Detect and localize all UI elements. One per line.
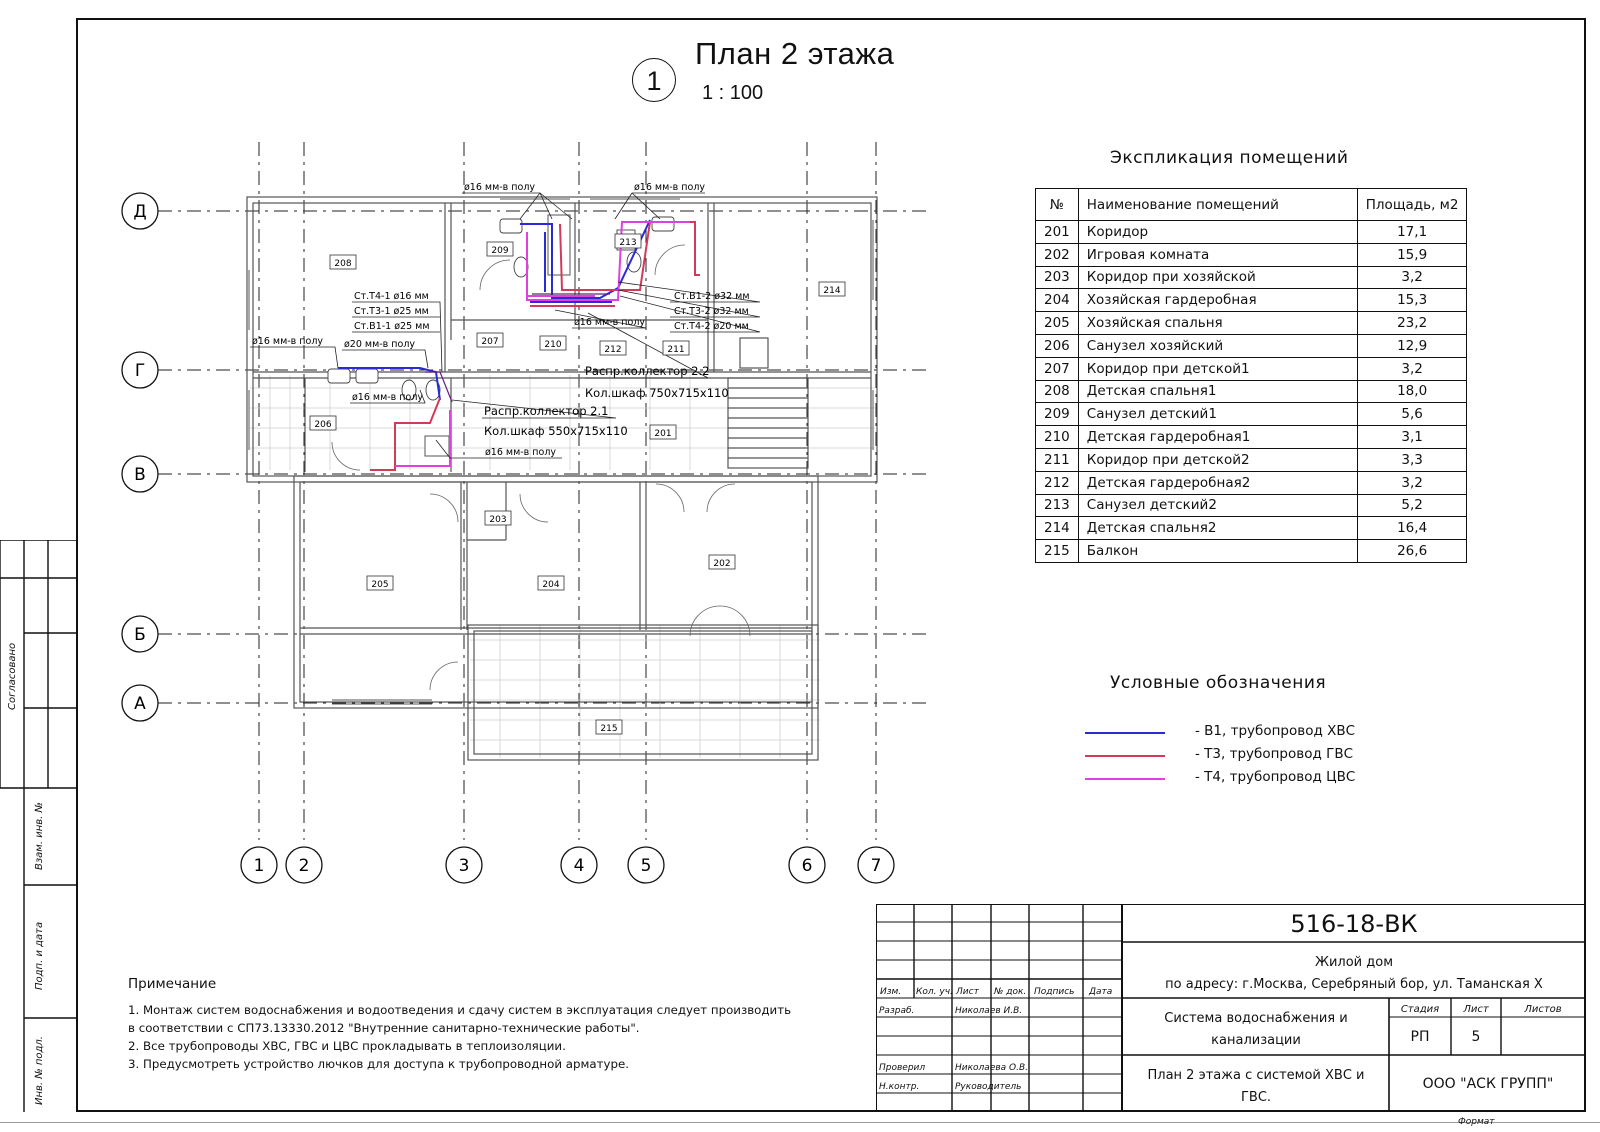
side-inv-orig: Инв. № подл. (34, 1036, 45, 1105)
explication-table (1035, 188, 1467, 563)
system-name-line2: канализации (1211, 1033, 1301, 1048)
role-norm-control: Н.контр. (879, 1082, 920, 1092)
pipe-annotation: Ст.Т4-2 ø20 мм (674, 321, 749, 332)
pipe-annotation: ø16 мм-в полу (352, 392, 424, 403)
room-tag: 204 (542, 580, 560, 590)
room-tag: 212 (604, 345, 622, 355)
explication-row (1036, 221, 1467, 244)
note-line: 1. Монтаж систем водоснабжения и водоотведения и сдачу систем в эксплуатация следует производить (128, 1003, 792, 1017)
axis-number-label: 7 (870, 856, 882, 876)
legend-label-hot: - Т3, трубопровод ГВС (1195, 746, 1354, 762)
legend-item-hot-water (1085, 746, 1385, 766)
room-area: 17,1 (1357, 221, 1467, 244)
name-norm-control: Руководитель (955, 1082, 1022, 1092)
pipe-annotation: ø16 мм-в полу (634, 182, 706, 193)
room-name: Коридор при детской2 (1078, 448, 1357, 471)
format-label: Формат (1458, 1117, 1495, 1127)
stage-value: РП (1410, 1029, 1430, 1045)
room-area: 12,9 (1357, 334, 1467, 357)
legend-item-circulation (1085, 769, 1385, 789)
explication-row (1036, 357, 1467, 380)
legend-item-cold-water (1085, 723, 1385, 743)
sheet-name-line2: ГВС. (1240, 1090, 1272, 1105)
room-area: 3,2 (1357, 357, 1467, 380)
room-area: 3,2 (1357, 266, 1467, 289)
role-developer: Разраб. (879, 1006, 915, 1016)
explication-row (1036, 448, 1467, 471)
axis-number-label: 1 (253, 856, 265, 876)
explication-row (1036, 494, 1467, 517)
room-tag: 203 (489, 515, 507, 525)
legend-line-cold (1085, 732, 1165, 734)
col-izm: Изм. (880, 987, 902, 997)
side-sign-date: Подп. и дата (34, 921, 45, 990)
object-name: Жилой дом (1314, 955, 1394, 970)
explication-row (1036, 380, 1467, 403)
sheets-header: Листов (1524, 1004, 1562, 1015)
axis-number-label: 6 (801, 856, 813, 876)
sheet-header: Лист (1463, 1004, 1489, 1015)
pipe-annotation: Ст.Т4-1 ø16 мм (354, 291, 429, 302)
room-tag: 205 (371, 580, 389, 590)
explication-body (1036, 221, 1467, 563)
room-tag: 214 (823, 286, 841, 296)
explication-row (1036, 540, 1467, 563)
room-area: 15,9 (1357, 243, 1467, 266)
room-area: 23,2 (1357, 312, 1467, 335)
axis-number-label: 3 (458, 856, 470, 876)
notes-title: Примечание (128, 976, 217, 992)
pipe-annotation: Ст.Т3-1 ø25 мм (354, 306, 429, 317)
view-scale: 1 : 100 (702, 82, 764, 104)
side-stamp (0, 540, 76, 1112)
axis-bubbles (122, 193, 894, 883)
col-doc: № док. (994, 987, 1027, 997)
pipe-annotation: ø20 мм-в полу (344, 339, 416, 350)
room-area: 5,2 (1357, 494, 1467, 517)
room-name: Детская спальня1 (1078, 380, 1357, 403)
room-name: Коридор при хозяйской (1078, 266, 1357, 289)
room-tag: 215 (600, 724, 618, 734)
room-tag: 206 (314, 420, 332, 430)
room-name: Детская спальня2 (1078, 517, 1357, 540)
explication-row (1036, 266, 1467, 289)
room-name: Хозяйская спальня (1078, 312, 1357, 335)
company-name: ООО "АСК ГРУПП" (1422, 1076, 1554, 1092)
explication-row (1036, 426, 1467, 449)
room-area: 18,0 (1357, 380, 1467, 403)
room-name: Игровая комната (1078, 243, 1357, 266)
col-signature: Подпись (1034, 987, 1075, 997)
axis-letter-label: А (134, 694, 146, 714)
col-date: Дата (1089, 987, 1113, 997)
pipe-annotation: Ст.В1-2 ø32 мм (674, 291, 750, 302)
explication-row (1036, 471, 1467, 494)
room-area: 3,1 (1357, 426, 1467, 449)
pipe-annotation: ø16 мм-в полу (485, 447, 557, 458)
col-list: Лист (956, 987, 979, 997)
room-number: 213 (1036, 494, 1079, 517)
view-title: План 2 этажа (695, 36, 895, 71)
room-name: Санузел хозяйский (1078, 334, 1357, 357)
project-code: 516-18-ВК (1290, 910, 1418, 938)
room-area: 3,2 (1357, 471, 1467, 494)
pipe-annotation: ø16 мм-в полу (252, 336, 324, 347)
room-number: 205 (1036, 312, 1079, 335)
header-room-name: Наименование помещений (1078, 189, 1357, 221)
room-tag: 207 (481, 337, 499, 347)
explication-title: Экспликация помещений (1110, 148, 1349, 168)
room-tag: 208 (334, 259, 352, 269)
pipe-annotation: Распр.коллектор 2.2 (585, 364, 710, 378)
header-area: Площадь, м2 (1357, 189, 1467, 221)
role-checker: Проверил (879, 1063, 926, 1073)
note-line: в соответствии с СП73.13330.2012 "Внутренние санитарно-технические работы". (128, 1021, 640, 1035)
room-area: 3,3 (1357, 448, 1467, 471)
header-number: № (1036, 189, 1079, 221)
room-name: Коридор при детской1 (1078, 357, 1357, 380)
legend-title: Условные обозначения (1110, 673, 1327, 693)
sheet-number: 5 (1471, 1029, 1481, 1045)
room-tag: 211 (667, 345, 685, 355)
room-number: 207 (1036, 357, 1079, 380)
room-tag: 201 (654, 429, 672, 439)
col-kol-uch: Кол. уч. (916, 987, 953, 997)
room-area: 26,6 (1357, 540, 1467, 563)
pipe-annotation: ø16 мм-в полу (574, 317, 646, 328)
pipe-annotation: Ст.В1-1 ø25 мм (354, 321, 430, 332)
axis-number-label: 4 (573, 856, 585, 876)
room-number: 214 (1036, 517, 1079, 540)
axis-number-label: 2 (298, 856, 310, 876)
room-area: 16,4 (1357, 517, 1467, 540)
name-developer: Николаев И.В. (955, 1006, 1023, 1016)
legend-label-cold: - В1, трубопровод ХВС (1195, 723, 1356, 739)
side-agreed: Согласовано (7, 642, 18, 710)
note-line: 2. Все трубопроводы ХВС, ГВС и ЦВС прокладывать в теплоизоляции. (128, 1039, 566, 1053)
room-number: 209 (1036, 403, 1079, 426)
room-number: 211 (1036, 448, 1079, 471)
legend-line-hot (1085, 755, 1165, 757)
room-name: Коридор (1078, 221, 1357, 244)
legend-line-circulation (1085, 778, 1165, 780)
room-area: 15,3 (1357, 289, 1467, 312)
floor-plan (0, 0, 1000, 900)
room-number: 208 (1036, 380, 1079, 403)
side-inv-sub: Взам. инв. № (34, 802, 45, 870)
axis-number-label: 5 (640, 856, 652, 876)
explication-header-row (1036, 189, 1467, 221)
explication-row (1036, 289, 1467, 312)
room-area: 5,6 (1357, 403, 1467, 426)
pipe-annotation: Распр.коллектор 2.1 (484, 404, 609, 418)
room-number: 212 (1036, 471, 1079, 494)
room-name: Санузел детский2 (1078, 494, 1357, 517)
room-tag: 210 (544, 340, 562, 350)
room-tag: 202 (713, 559, 731, 569)
room-number: 203 (1036, 266, 1079, 289)
room-tag: 213 (619, 238, 637, 248)
room-name: Детская гардеробная1 (1078, 426, 1357, 449)
room-number: 202 (1036, 243, 1079, 266)
explication-row (1036, 517, 1467, 540)
title-block (876, 904, 1586, 1112)
room-name: Санузел детский1 (1078, 403, 1357, 426)
legend-label-circulation: - Т4, трубопровод ЦВС (1195, 769, 1356, 785)
explication-row (1036, 312, 1467, 335)
system-name-line1: Система водоснабжения и (1164, 1011, 1348, 1026)
room-number: 204 (1036, 289, 1079, 312)
explication-row (1036, 243, 1467, 266)
pipe-annotation: Кол.шкаф 550х715х110 (484, 424, 628, 438)
room-name: Балкон (1078, 540, 1357, 563)
room-number: 215 (1036, 540, 1079, 563)
object-address: по адресу: г.Москва, Серебряный бор, ул. Таманская Х (1165, 977, 1543, 992)
axis-letter-label: В (134, 465, 146, 485)
sheet-name-line1: План 2 этажа с системой ХВС и (1147, 1068, 1365, 1083)
name-checker: Николаева О.В. (955, 1063, 1029, 1073)
note-line: 3. Предусмотреть устройство лючков для доступа к трубопроводной арматуре. (128, 1057, 629, 1071)
room-number: 206 (1036, 334, 1079, 357)
explication-row (1036, 403, 1467, 426)
room-number: 201 (1036, 221, 1079, 244)
axis-letter-label: Б (134, 625, 146, 645)
pipe-annotation: Ст.Т3-2 ø32 мм (674, 306, 749, 317)
explication-row (1036, 334, 1467, 357)
room-name: Хозяйская гардеробная (1078, 289, 1357, 312)
room-name: Детская гардеробная2 (1078, 471, 1357, 494)
sheet-bottom-edge (0, 1122, 1600, 1123)
axis-letter-label: Г (134, 361, 146, 381)
notes-block (128, 975, 808, 1073)
view-number-circle: 1 (632, 58, 676, 102)
pipe-annotation: Кол.шкаф 750х715х110 (585, 386, 729, 400)
pipe-annotation: ø16 мм-в полу (464, 182, 536, 193)
room-number: 210 (1036, 426, 1079, 449)
room-tag: 209 (491, 246, 509, 256)
axis-letter-label: Д (133, 202, 147, 222)
stage-header: Стадия (1400, 1004, 1440, 1015)
